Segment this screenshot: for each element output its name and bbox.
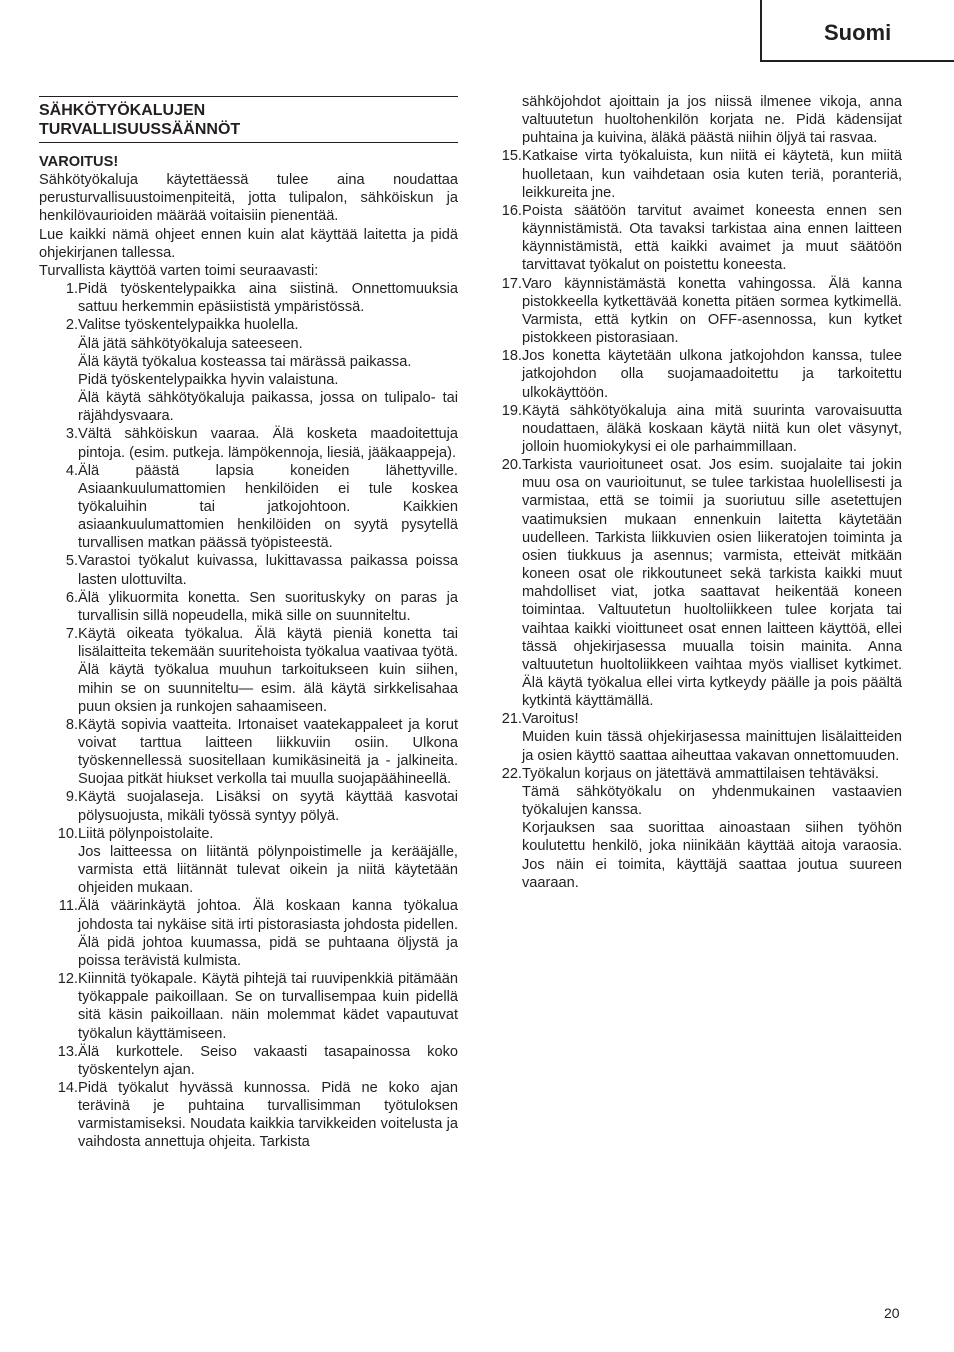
- language-label: Suomi: [824, 20, 892, 45]
- list-item: [483, 347, 902, 401]
- list-item-text: Käytä suojalaseja. Lisäksi on syytä käyttää kasvotai pölysuojusta, mikäli työssä syntyy pölyä.: [78, 789, 458, 824]
- list-item-number: 3.: [65, 426, 78, 443]
- list-item-text: Älä kurkottele. Seiso vakaasti tasapainossa koko työskentelyn ajan.: [78, 1043, 458, 1078]
- section-title-line2: TURVALLISUUSSÄÄNNÖT: [39, 121, 241, 138]
- list-item-text: Korjauksen saa suorittaa ainoastaan siihen työhön koulutettu henkilö, joka niinikään käyttää aitoja varaosia. Jos näin ei toimita, käyttäjä saattaa joutua suureen vaaraan.: [522, 820, 902, 891]
- list-item-text: Valitse työskentelypaikka huolella.: [78, 317, 299, 334]
- list-item-number: 17.: [501, 275, 522, 292]
- list-item: [39, 1043, 458, 1079]
- list-item: [483, 710, 902, 764]
- list-item: [39, 425, 458, 461]
- list-item-text: Liitä pölynpoistolaite.: [78, 825, 214, 842]
- intro-paragraph-2: Lue kaikki nämä ohjeet ennen kuin alat käyttää laitetta ja pidä ohjekirjanen tallessa.: [39, 226, 458, 261]
- list-item-number: 18.: [501, 348, 522, 365]
- list-item: [39, 625, 458, 716]
- list-item-text: Käytä sopivia vaatteita. Irtonaiset vaatekappaleet ja korut voivat tarttua laitteen liikkuviin osiin. Ulkona työskennellessä suositellaan kumikäsineitä ja - jalkineita. Suojaa pitkät hiukset verkolla tai muulla suojapäähineellä.: [78, 716, 458, 788]
- list-item-text: Älä käytä työkalua kosteassa tai märässä paikassa.: [78, 353, 412, 370]
- left-item-list: [39, 280, 458, 1152]
- list-item: [39, 716, 458, 789]
- right-column: [483, 93, 902, 892]
- list-item-number: 12.: [57, 971, 78, 988]
- list-item-text: Tarkista vaurioituneet osat. Jos esim. suojalaite tai jokin muu osa on vaurioitunut, se tulee tarkistaa huolellisesti ja varmistaa, että se toimii ja suoriutuu sille asetettujen vaatimuksien mukaan ennenkuin laitetta käytetään uudelleen. Tarkista liikkuvien osien liikeratojen toiminta ja osien tiukkuus ja asennus; varmista, etteivät mitkään koneen osat ole rikkoutuneet sekä tarkista kaikki muut mahdolliset viat, jotka saattavat heikentää koneen toimintaa. Valtuutetun huoltoliikkeen tulee korjata tai vaihtaa kaikki vioittuneet osat ennen laitteen käyttöä, ellei tässä ohjekirjasessa muualla toisin mainita. Anna valtuutetun huoltoliikkeen vaihtaa myös vialliset kytkimet. Älä käytä työkalua ellei virta kytkeydy päälle ja pois päältä kytkintä käyttämällä.: [522, 457, 902, 710]
- left-column: [39, 153, 458, 1152]
- list-item: [483, 456, 902, 710]
- intro-paragraph-1: Sähkötyökaluja käytettäessä tulee aina noudattaa perusturvallisuustoimenpiteitä, jotta tulipalon, sähköiskun ja henkilövaurioiden määrää voitaisiin pienentää.: [39, 172, 458, 225]
- list-item-text: Jos konetta käytetään ulkona jatkojohdon kanssa, tulee jatkojohdon olla suojamaadoitettu ja tarkoitettu ulkokäyttöön.: [522, 348, 902, 401]
- list-item: [483, 765, 902, 892]
- list-item-number: 7.: [65, 626, 78, 643]
- list-item-number: 22.: [501, 765, 522, 782]
- item-14-continuation: sähköjohdot ajoittain ja jos niissä ilmenee vikoja, anna valtuutetun huoltohenkilön korjata ne. Pidä kädensijat puhtaina ja kuivina, äläkä päästä niihin öljyä tai rasvaa.: [522, 94, 902, 147]
- list-item-text: Älä käytä sähkötyökaluja paikassa, jossa on tulipalo- tai räjähdysvaara.: [78, 390, 458, 425]
- list-item: [39, 1079, 458, 1152]
- list-item-text: Älä väärinkäytä johtoa. Älä koskaan kanna työkalua johdosta tai nykäise sitä irti pistorasiasta johdosta pidellen. Älä pidä johtoa kuumassa, pidä se puhtaana öljystä ja poissa terävistä kulmista.: [78, 898, 458, 969]
- list-item-text: Varo käynnistämästä konetta vahingossa. Älä kanna pistokkeella kytkettävää konetta pitäen sormea kytkimellä. Varmista, että kytkin on OFF-asennossa, kun kytket pistokkeen pistorasiaan.: [522, 275, 902, 347]
- list-item-text: Käytä oikeata työkalua. Älä käytä pieniä konetta tai lisälaitteita tekemään suuritehoista työkalua vaativaa työtä. Älä käytä työkalua muuhun tarkoitukseen kuin siihen, mihin se on suunniteltu— esim. älä käytä sirkkelisahaa puun oksien ja runkojen sahaamiseen.: [78, 626, 458, 715]
- list-item-number: 10.: [57, 825, 78, 842]
- list-item-text: Pidä työskentelypaikka hyvin valaistuna.: [78, 371, 339, 388]
- intro-paragraph-3: Turvallista käyttöä varten toimi seuraavasti:: [39, 262, 319, 279]
- list-item-number: 19.: [501, 402, 522, 419]
- list-item: [39, 970, 458, 1043]
- list-item-text: Älä ylikuormita konetta. Sen suorituskyky on paras ja turvallisin sillä nopeudella, mikä sille on suunniteltu.: [78, 589, 458, 624]
- list-item-text: Älä jätä sähkötyökaluja sateeseen.: [78, 335, 303, 352]
- list-item-text: Pidä työkalut hyvässä kunnossa. Pidä ne koko ajan terävinä je puhtaina turvallisimman työtuloksen varmistamiseksi. Noudata kaikkia tarvikkeiden voitelusta ja vaihdosta annettuja ohjeita. Tarkista: [78, 1079, 458, 1151]
- list-item: [483, 402, 902, 456]
- list-item: [39, 897, 458, 970]
- list-item: [483, 147, 902, 201]
- list-item-number: 9.: [65, 789, 78, 806]
- list-item-number: 16.: [501, 202, 522, 219]
- list-item-number: 4.: [65, 462, 78, 479]
- list-item-number: 13.: [57, 1043, 78, 1060]
- list-item-text: Muiden kuin tässä ohjekirjasessa mainittujen lisälaitteiden ja osien käyttö saattaa aiheuttaa vakavan onnettomuuden.: [522, 729, 902, 764]
- list-item-text: Varastoi työkalut kuivassa, lukittavassa paikassa poissa lasten ulottuvilta.: [78, 553, 458, 588]
- list-item-text: Jos laitteessa on liitäntä pölynpoistimelle ja kerääjälle, varmista että liitännät tulevat oikein ja niitä käytetään ohjeiden mukaan.: [78, 843, 458, 897]
- list-item: [39, 589, 458, 625]
- list-item-number: 2.: [65, 317, 78, 334]
- list-item-text: Vältä sähköiskun vaaraa. Älä kosketa maadoitettuja pintoja. (esim. putkeja. lämpökennoja, liesiä, jääkaappeja).: [78, 426, 458, 461]
- list-item-number: 1.: [65, 281, 78, 298]
- list-item-text: Työkalun korjaus on jätettävä ammattilaisen tehtäväksi.: [522, 765, 879, 782]
- list-item-number: 15.: [501, 148, 522, 165]
- list-item-text: Älä päästä lapsia koneiden lähettyville. Asiaankuulumattomien henkilöiden ei tule koskea työkaluihin tai jatkojohtoon. Kaikkien asiaankuulumattomien henkilöiden on syytä pysytellä turvallisen matkan päässä työpisteestä.: [78, 462, 458, 552]
- section-title-block: [39, 96, 458, 143]
- list-item: [39, 788, 458, 824]
- section-title-line1: SÄHKÖTYÖKALUJEN: [39, 102, 206, 119]
- list-item: [39, 825, 458, 898]
- list-item: [39, 552, 458, 588]
- list-item-number: 11.: [58, 898, 78, 915]
- warning-label: VAROITUS!: [39, 154, 119, 170]
- list-item: [39, 462, 458, 553]
- list-item-text: Katkaise virta työkaluista, kun niitä ei käytetä, kun miitä huolletaan, kun vaihdetaan osia kuten teriä, poranteriä, leikkureita jne.: [522, 148, 902, 201]
- list-item-text: Kiinnitä työkapale. Käytä pihtejä tai ruuvipenkkiä pitämään työkappale paikoillaan. Se on turvallisempaa kuin pidellä sitä käsin paikoillaan. näin molemmat kädet vapautuvat työkalun käyttämiseen.: [78, 971, 458, 1042]
- list-item: [483, 202, 902, 275]
- list-item-text: Pidä työskentelypaikka aina siistinä. Onnettomuuksia sattuu herkemmin epäsiististä ympäristössä.: [78, 281, 458, 316]
- list-item-text: Poista säätöön tarvitut avaimet koneesta ennen sen käynnistämistä. Ota tavaksi tarkistaa aina ennen laitteen käynnistämistä, että kaikki avaimet ja muut säätöön tarvittavat työkalut on poistettu koneesta.: [522, 202, 902, 274]
- list-item-number: 14.: [57, 1079, 78, 1096]
- list-item-number: 20.: [501, 457, 522, 474]
- right-item-list: [483, 147, 902, 891]
- list-item-number: 21.: [501, 711, 522, 728]
- list-item-number: 5.: [65, 553, 78, 570]
- list-item: [483, 275, 902, 348]
- language-tab: [760, 0, 954, 62]
- list-item: [39, 316, 458, 425]
- page-number: 20: [884, 1305, 900, 1321]
- list-item-number: 8.: [65, 716, 78, 733]
- list-item-text: Tämä sähkötyökalu on yhdenmukainen vastaavien työkalujen kanssa.: [522, 783, 902, 819]
- list-item: [39, 280, 458, 316]
- list-item-text: Käytä sähkötyökaluja aina mitä suurinta varovaisuutta noudattaen, äläkä koskaan käytä niitä kun olet väsynyt, jolloin huomiokykysi ei ole parhaimmillaan.: [522, 402, 902, 455]
- list-item-text: Varoitus!: [522, 711, 579, 728]
- list-item-number: 6.: [65, 589, 78, 606]
